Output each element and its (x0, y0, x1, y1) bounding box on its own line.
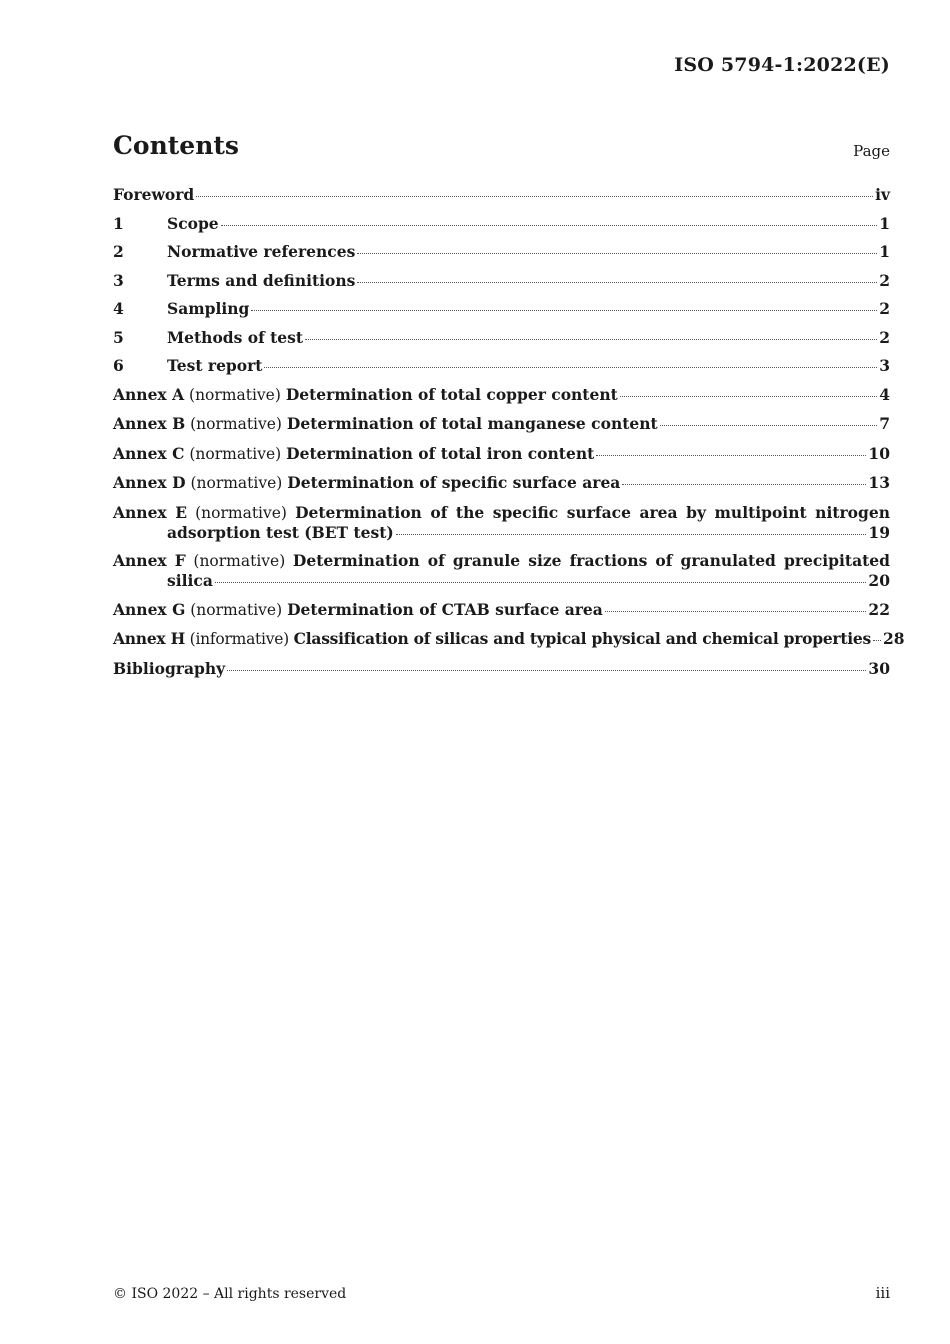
toc-entry-annex-f[interactable] (113, 551, 890, 590)
annex-kind: (normative) (189, 444, 282, 463)
toc-entry-clause-2[interactable] (113, 242, 890, 261)
toc-entry-annex-h[interactable] (113, 629, 905, 649)
toc-title-line1: Determination of the specific surface area by multipoint nitrogen (295, 502, 890, 522)
toc-page-number: 30 (868, 658, 890, 678)
toc-annex-heading-line2 (113, 523, 890, 542)
toc-page-number: 13 (868, 473, 890, 492)
annex-kind: (normative) (190, 415, 282, 433)
toc-annex-heading (113, 414, 658, 434)
dot-leader (873, 640, 881, 641)
toc-title-line2: silica (167, 571, 213, 590)
toc-title: Classification of silicas and typical physical and chemical properties (293, 629, 871, 648)
toc-page-number: 19 (868, 522, 890, 542)
toc-annex-heading-line2 (113, 571, 890, 590)
toc-clause-number: 4 (113, 299, 124, 318)
dot-leader (221, 225, 878, 226)
toc-entry-bibliography[interactable] (113, 659, 890, 678)
page-number: iii (875, 1284, 890, 1302)
copyright-notice: © ISO 2022 – All rights reserved (113, 1286, 347, 1302)
annex-kind: (normative) (189, 385, 281, 404)
toc-entry-annex-e[interactable] (113, 503, 890, 542)
toc-annex-heading (113, 385, 618, 405)
dot-leader (622, 484, 866, 485)
toc-title: Test report (167, 356, 263, 375)
toc-page-number: 2 (879, 327, 890, 347)
dot-leader (396, 534, 867, 535)
toc-title: Determination of CTAB surface area (287, 599, 603, 619)
annex-label: Annex F (113, 551, 186, 570)
toc-title: Foreword (113, 185, 195, 204)
toc-page-number: 28 (882, 629, 905, 648)
annex-label: Annex D (113, 473, 186, 492)
toc-entry-clause-6[interactable] (113, 356, 890, 375)
toc-annex-heading (113, 600, 603, 620)
toc-title-line2: adsorption test (BET test) (167, 522, 394, 542)
toc-title: Scope (167, 213, 219, 233)
annex-label: Annex G (113, 599, 186, 619)
annex-label: Annex E (113, 502, 188, 522)
page-column-label: Page (853, 142, 890, 160)
dot-leader (357, 253, 877, 254)
toc-title: Methods of test (167, 327, 304, 347)
toc-clause-number: 5 (113, 327, 124, 347)
annex-kind: (normative) (190, 474, 283, 492)
toc-page-number: iv (875, 185, 890, 204)
toc-entry-annex-b[interactable] (113, 414, 890, 434)
annex-label: Annex C (113, 443, 185, 463)
toc-page-number: 2 (879, 270, 890, 290)
toc-annex-heading-line1 (113, 551, 890, 571)
contents-heading: Contents (113, 131, 240, 160)
dot-leader (227, 670, 866, 671)
toc-entry-annex-g[interactable] (113, 600, 890, 620)
toc-page-number: 7 (879, 414, 890, 433)
dot-leader (660, 425, 878, 426)
toc-page-number: 10 (868, 443, 890, 463)
toc-entry-annex-d[interactable] (113, 473, 890, 493)
dot-leader (251, 310, 877, 311)
toc-annex-heading-line1 (113, 503, 890, 523)
toc-entry-clause-4[interactable] (113, 299, 890, 318)
table-of-contents (113, 185, 905, 687)
toc-title: Determination of total iron content (286, 443, 595, 463)
toc-page-number: 20 (868, 571, 890, 590)
dot-leader (605, 611, 867, 612)
toc-title: Sampling (167, 299, 250, 318)
annex-kind: (normative) (195, 503, 287, 522)
dot-leader (215, 582, 867, 583)
toc-title: Determination of total manganese content (286, 414, 658, 433)
toc-title: Normative references (167, 242, 356, 261)
annex-label: Annex A (113, 384, 185, 404)
annex-kind: (normative) (193, 552, 286, 570)
toc-page-number: 2 (879, 299, 890, 318)
annex-label: Annex B (113, 414, 186, 433)
annex-label: Annex H (113, 629, 185, 648)
annex-kind: (normative) (190, 600, 283, 619)
dot-leader (357, 282, 877, 283)
toc-entry-annex-a[interactable] (113, 385, 890, 405)
document-code: ISO 5794-1:2022(E) (674, 54, 890, 76)
toc-clause-number: 1 (113, 213, 124, 233)
toc-clause-number: 2 (113, 242, 124, 261)
toc-title: Terms and definitions (167, 270, 356, 290)
dot-leader (264, 367, 877, 368)
annex-kind: (informative) (189, 630, 289, 648)
toc-entry-foreword[interactable] (113, 185, 890, 204)
toc-page-number: 22 (868, 599, 890, 619)
toc-page-number: 1 (879, 242, 890, 261)
toc-entry-clause-3[interactable] (113, 271, 890, 290)
toc-page-number: 4 (879, 384, 890, 404)
dot-leader (596, 455, 866, 456)
toc-annex-heading (113, 444, 594, 464)
toc-annex-heading (113, 629, 871, 649)
dot-leader (305, 339, 877, 340)
toc-title-line1: Determination of granule size fractions of granulated precipitated (292, 551, 890, 570)
toc-title: Determination of specific surface area (287, 473, 621, 492)
toc-page-number: 1 (879, 213, 890, 233)
toc-entry-clause-5[interactable] (113, 328, 890, 347)
toc-clause-number: 6 (113, 356, 124, 375)
toc-annex-heading (113, 473, 620, 493)
dot-leader (196, 196, 873, 197)
toc-entry-clause-1[interactable] (113, 214, 890, 233)
toc-clause-number: 3 (113, 270, 124, 290)
toc-title: Determination of total copper content (285, 384, 618, 404)
toc-page-number: 3 (879, 356, 890, 375)
toc-entry-annex-c[interactable] (113, 444, 890, 464)
dot-leader (620, 396, 877, 397)
toc-title: Bibliography (113, 658, 226, 678)
